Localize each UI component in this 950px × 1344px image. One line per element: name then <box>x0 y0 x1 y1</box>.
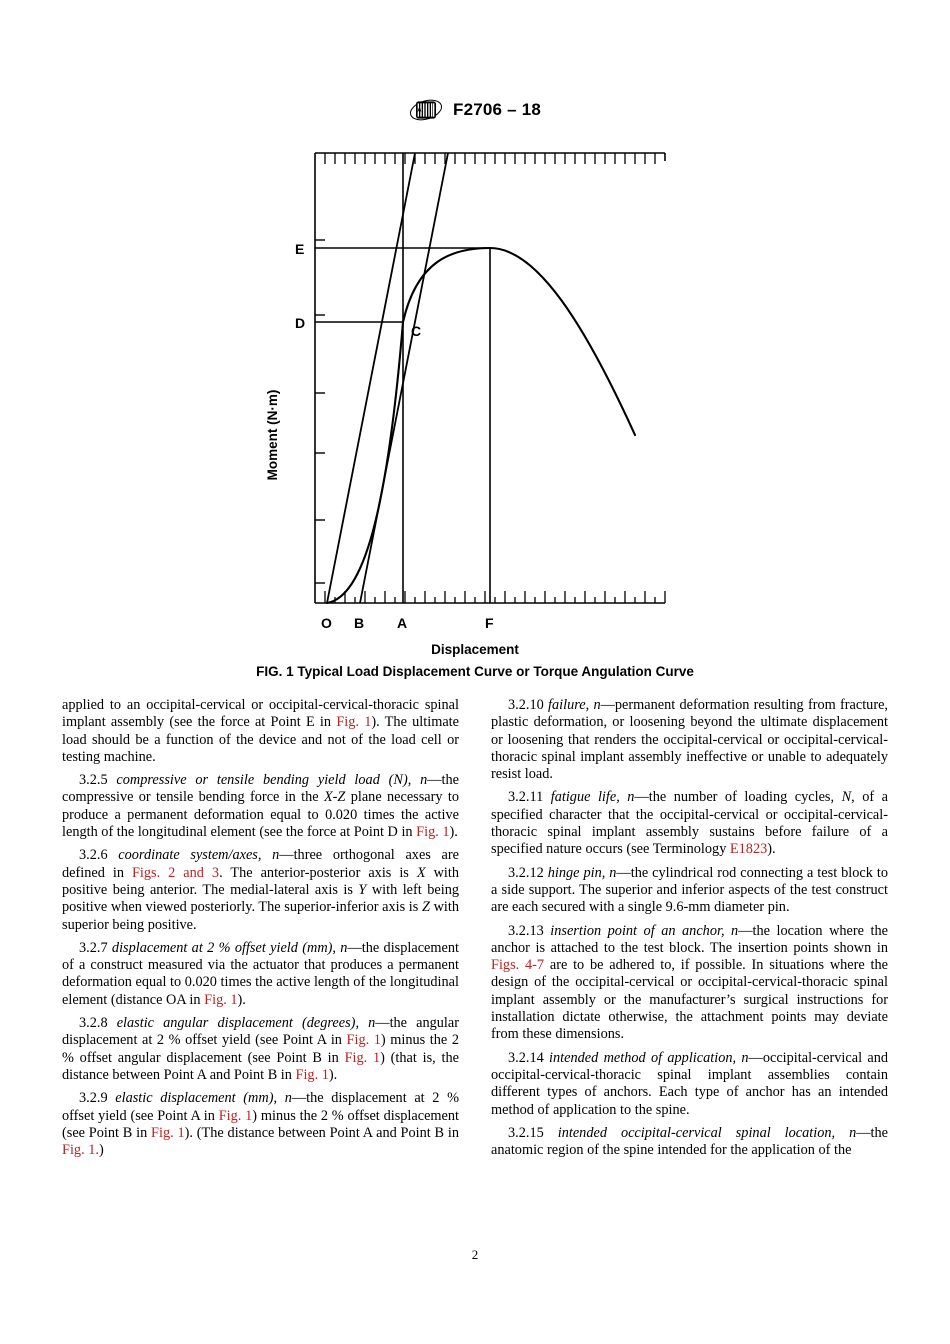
paragraph <box>62 1090 459 1159</box>
chart-x-axis-title: Displacement <box>431 642 519 657</box>
text-run: —occipital-cervical and occipital-cervical-thoracic spinal implant assemblies contain different types of anchors. Each type of anchor has an intended method of application to the spine. <box>491 1049 888 1118</box>
chart-label-O: O <box>321 615 332 631</box>
term-italic: intended method of application, n <box>549 1049 749 1066</box>
chart-label-D: D <box>295 315 306 331</box>
cross-reference-link[interactable]: Fig. 1 <box>204 991 238 1008</box>
cross-reference-link[interactable]: E1823 <box>729 841 768 858</box>
text-run: —the anatomic region of the spine intended for the application of the <box>491 1124 888 1159</box>
text-run: with positive being anterior. The medial-lateral axis is <box>62 864 460 898</box>
offset-line-through-B <box>360 153 448 603</box>
text-run: 3.2.9 <box>79 1090 116 1107</box>
text-run: ). (The distance between Point A and Point B in <box>184 1124 459 1141</box>
cross-reference-link[interactable]: Fig. 1 <box>295 1066 329 1083</box>
paragraph <box>62 940 459 1009</box>
body-columns <box>62 697 888 1217</box>
text-run: are to be adhered to, if possible. In situations where the design of the occipital-cervical or occipital-cervical-thoracic spinal implant assembly or the manufacturer’s surgical instructions for installation dictate otherwise, the attachment points may deviate from these dimensions. <box>491 957 888 1043</box>
variable-symbol: Y <box>358 881 367 898</box>
chart-left-ticks <box>315 240 325 583</box>
variable-symbol: N <box>841 789 852 806</box>
chart-bottom-ticks <box>325 591 665 603</box>
text-run: ) minus the 2 % offset displacement (see Point B in <box>62 1107 460 1141</box>
load-displacement-chart <box>255 135 695 640</box>
term-italic: elastic angular displacement (degrees), n <box>116 1015 376 1032</box>
page-header <box>0 96 950 124</box>
paragraph <box>62 697 459 766</box>
variable-symbol: X-Z <box>323 789 346 806</box>
paragraph <box>491 1125 888 1160</box>
astm-logo-icon <box>409 96 443 124</box>
page-number: 2 <box>471 1247 479 1262</box>
figure-caption: FIG. 1 Typical Load Displacement Curve or Torque Angulation Curve <box>256 664 694 679</box>
text-run: ) <box>98 1142 104 1159</box>
text-run: —the displacement of a construct measured via the actuator that produces a permanent deformation equal to 0.020 times the active length of the longitudinal element (distance OA in <box>62 939 459 1008</box>
text-run: ). <box>328 1066 338 1083</box>
text-run: ). <box>237 991 246 1008</box>
svg-text:A: A <box>417 107 422 114</box>
text-run: 3.2.12 <box>508 864 548 881</box>
chart-label-B: B <box>354 615 365 631</box>
left-column <box>62 697 459 1217</box>
paragraph <box>62 772 459 841</box>
text-run: 3.2.10 <box>508 697 549 713</box>
term-italic: hinge pin, n <box>547 864 617 881</box>
text-run: ). <box>767 841 776 858</box>
cross-reference-link[interactable]: Figs. 4-7 <box>491 957 545 974</box>
term-italic: displacement at 2 % offset yield (mm), n <box>111 939 348 956</box>
text-run: —three orthogonal axes are defined in <box>62 847 459 881</box>
right-column <box>491 697 888 1217</box>
text-run: with left being positive when viewed posteriorly. The superior-inferior axis is <box>62 881 459 916</box>
standard-designation: F2706 – 18 <box>452 100 541 119</box>
term-italic: coordinate system/axes, n <box>118 847 280 864</box>
variable-symbol: X <box>416 864 426 881</box>
text-run: —permanent deformation resulting from fracture, plastic deformation, or loosening beyond the ultimate displacement or loosening that renders the occipital-cervical or occipital-cervical-thoracic spinal implant assembly ineffective or unable to adequately resist load. <box>491 697 889 783</box>
text-run: ) minus the 2 % offset angular displacement (see Point B in <box>62 1032 459 1066</box>
term-italic: compressive or tensile bending yield load (N), n <box>116 772 428 789</box>
text-run: . The anterior-posterior axis is <box>219 864 417 881</box>
paragraph <box>491 789 888 858</box>
figure-1 <box>0 135 950 679</box>
text-run: ). The ultimate load should be a function of the device and not of the load cell or testing machine. <box>62 714 460 765</box>
text-run: 3.2.11 <box>508 789 551 806</box>
cross-reference-link[interactable]: Fig. 1 <box>346 1032 381 1049</box>
text-run: —the number of loading cycles, <box>634 789 842 806</box>
text-run: 3.2.14 <box>508 1049 550 1066</box>
text-run: 3.2.13 <box>508 922 551 939</box>
term-italic: fatigue life, n <box>550 789 635 806</box>
text-run: 3.2.6 <box>79 847 119 864</box>
text-run: plane necessary to produce a permanent deformation equal to 0.020 times the active length of the longitudinal element (see the force at Point D in <box>62 789 459 841</box>
paragraph <box>491 865 888 917</box>
chart-label-A: A <box>397 615 408 631</box>
text-run: —the cylindrical rod connecting a test block to a side support. The superior and inferior aspects of the test construct are each secured with a single 9.6-mm diameter pin. <box>491 864 888 916</box>
chart-top-ticks <box>325 153 655 164</box>
text-run: —the compressive or tensile bending force in the <box>62 772 460 806</box>
paragraph <box>62 847 459 933</box>
text-run: ). <box>449 824 458 841</box>
variable-symbol: Z <box>421 899 430 916</box>
term-italic: elastic displacement (mm), n <box>115 1090 292 1107</box>
chart-label-C: C <box>411 323 422 339</box>
term-italic: failure, n <box>548 697 601 713</box>
text-run: , of a specified character that the occipital-cervical or occipital-cervical-thoracic spinal implant assembly sustains before failure of a specified nature occurs (see Terminology <box>491 789 888 858</box>
text-run: 3.2.5 <box>79 772 117 789</box>
text-run: ) (that is, the distance between Point A and Point B in <box>62 1049 459 1083</box>
cross-reference-link[interactable]: Fig. 1 <box>151 1124 185 1141</box>
cross-reference-link[interactable]: Figs. 2 and 3 <box>131 864 220 881</box>
cross-reference-link[interactable]: Fig. 1 <box>344 1049 381 1066</box>
term-italic: intended occipital-cervical spinal location, n <box>557 1124 857 1141</box>
text-run: applied to an occipital-cervical or occipital-cervical-thoracic spinal implant assembly (see the force at Point E in <box>62 697 459 731</box>
load-displacement-curve <box>327 248 635 603</box>
chart-label-E: E <box>295 241 305 257</box>
cross-reference-link[interactable]: Fig. 1 <box>416 824 450 841</box>
text-run: 3.2.8 <box>79 1015 117 1032</box>
chart-label-F: F <box>485 615 494 631</box>
text-run: 3.2.15 <box>508 1124 558 1141</box>
text-run: with superior being positive. <box>62 899 459 933</box>
paragraph <box>62 1015 459 1084</box>
term-italic: insertion point of an anchor, n <box>550 922 739 939</box>
text-run: 3.2.7 <box>79 939 112 956</box>
cross-reference-link[interactable]: Fig. 1. <box>62 1142 99 1159</box>
paragraph <box>491 923 888 1044</box>
chart-y-axis-title: Moment (N·m) <box>265 389 280 481</box>
paragraph <box>491 697 888 783</box>
text-run: —the angular displacement at 2 % offset yield (see Point A in <box>62 1015 459 1049</box>
cross-reference-link[interactable]: Fig. 1 <box>218 1107 253 1124</box>
text-run: —the location where the anchor is attached to the test block. The insertion points shown in <box>491 922 888 956</box>
cross-reference-link[interactable]: Fig. 1 <box>336 714 372 731</box>
paragraph <box>491 1050 888 1119</box>
text-run: —the displacement at 2 % offset yield (see Point A in <box>62 1090 459 1124</box>
